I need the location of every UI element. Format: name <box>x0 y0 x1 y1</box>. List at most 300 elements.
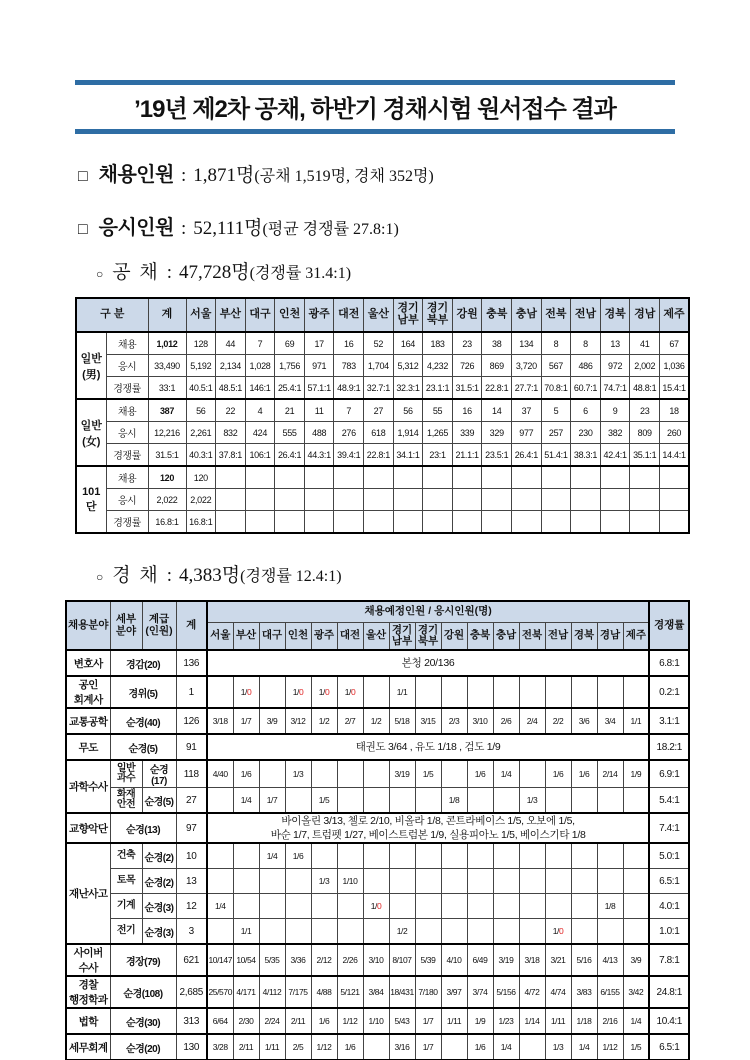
row-label: 경쟁률 <box>106 444 148 467</box>
cell: 7/175 <box>285 976 311 1008</box>
category-label: 경찰 행정학과 <box>66 976 110 1008</box>
header-region: 대전 <box>337 623 363 651</box>
cell: 48.8:1 <box>630 377 660 400</box>
special-recruitment-line <box>96 560 750 587</box>
cell: 555 <box>275 422 305 444</box>
cell: 1/9 <box>467 1008 493 1034</box>
cell: 1/7 <box>415 1008 441 1034</box>
colon: : <box>166 565 172 586</box>
row-group-label: 일반 (女) <box>76 399 106 466</box>
special-recruitment-note: (경쟁률 12.4:1) <box>240 568 342 585</box>
cell: 23.1:1 <box>423 377 453 400</box>
cell: 3,720 <box>512 355 542 377</box>
cell: 4,232 <box>423 355 453 377</box>
cell: 11 <box>304 399 334 422</box>
cell: 33:1 <box>148 377 186 400</box>
cell: 1/6 <box>545 760 571 788</box>
total-cell: 313 <box>176 1008 207 1034</box>
cell: 21.1:1 <box>452 444 482 467</box>
cell: 1/3 <box>545 1034 571 1060</box>
open-recruitment-label: 공 채 <box>112 262 160 283</box>
cell: 1/12 <box>337 1008 363 1034</box>
cell: 339 <box>452 422 482 444</box>
cell: 10/147 <box>207 944 233 976</box>
special-recruitment-value: 4,383명 <box>179 565 241 586</box>
table-row <box>76 422 689 444</box>
rank-cell: 순경(30) <box>110 1008 176 1034</box>
cell: 25/570 <box>207 976 233 1008</box>
header-region: 충남 <box>493 623 519 651</box>
cell: 57.1:1 <box>304 377 334 400</box>
cell: 382 <box>600 422 630 444</box>
red-zero-value: 0 <box>324 687 330 697</box>
merged-note-cell: 본청 20/136 <box>207 650 649 676</box>
cell: 1/7 <box>259 788 285 814</box>
cell: 1/1 <box>623 708 649 734</box>
cell <box>452 511 482 534</box>
cell <box>493 894 519 919</box>
cell: 5/39 <box>415 944 441 976</box>
header-region: 광주 <box>304 298 334 332</box>
cell: 3/6 <box>571 708 597 734</box>
cell: 1/3 <box>311 869 337 894</box>
cell <box>545 676 571 708</box>
cell <box>519 676 545 708</box>
cell: 1,012 <box>148 332 186 355</box>
cell: 128 <box>186 332 216 355</box>
header-region: 전남 <box>545 623 571 651</box>
cell: 16 <box>452 399 482 422</box>
cell <box>415 869 441 894</box>
header-region: 대구 <box>259 623 285 651</box>
colon: : <box>180 218 187 239</box>
cell: 23:1 <box>423 444 453 467</box>
rank-cell: 순경(2) <box>142 843 176 869</box>
red-zero-value: 0 <box>558 926 564 937</box>
cell: 8 <box>541 332 571 355</box>
cell: 37 <box>512 399 542 422</box>
cell: 4 <box>245 399 275 422</box>
cell <box>334 511 364 534</box>
cell: 3/42 <box>623 976 649 1008</box>
rank-cell: 순경(108) <box>110 976 176 1008</box>
cell: 2/4 <box>519 708 545 734</box>
subfield-label: 건축 <box>110 843 142 869</box>
cell: 5/35 <box>259 944 285 976</box>
header-rank: 계급 (인원) <box>142 601 176 650</box>
cell <box>571 843 597 869</box>
header-region: 인천 <box>285 623 311 651</box>
colon: : <box>166 262 172 283</box>
cell: 56 <box>393 399 423 422</box>
table-row <box>66 708 689 734</box>
header-region: 경남 <box>630 298 660 332</box>
cell: 3/28 <box>207 1034 233 1060</box>
cell: 424 <box>245 422 275 444</box>
cell: 1/18 <box>571 1008 597 1034</box>
cell <box>660 489 690 511</box>
rank-cell: 순경(5) <box>142 788 176 814</box>
cell <box>630 489 660 511</box>
table-row <box>66 869 689 894</box>
cell <box>259 760 285 788</box>
header-region: 경기 북부 <box>415 623 441 651</box>
cell <box>304 489 334 511</box>
cell <box>545 843 571 869</box>
colon: : <box>180 165 187 186</box>
cell <box>207 843 233 869</box>
cell: 1/0 <box>311 676 337 708</box>
header-region: 경북 <box>571 623 597 651</box>
cell <box>597 788 623 814</box>
rank-cell: 경감(20) <box>110 650 176 676</box>
cell: 9 <box>600 399 630 422</box>
cell <box>571 919 597 945</box>
cell <box>545 788 571 814</box>
cell: 38 <box>482 332 512 355</box>
cell: 26.4:1 <box>275 444 305 467</box>
header-region: 경기 남부 <box>389 623 415 651</box>
cell: 1/3 <box>519 788 545 814</box>
cell <box>311 919 337 945</box>
cell: 3/18 <box>519 944 545 976</box>
cell: 44.3:1 <box>304 444 334 467</box>
cell <box>337 760 363 788</box>
cell <box>393 466 423 489</box>
ratio-cell: 6.5:1 <box>649 869 689 894</box>
cell <box>363 760 389 788</box>
header-region: 제주 <box>660 298 690 332</box>
cell: 60.7:1 <box>571 377 601 400</box>
cell <box>337 919 363 945</box>
total-cell: 2,685 <box>176 976 207 1008</box>
cell <box>441 843 467 869</box>
cell <box>467 894 493 919</box>
red-zero-value: 0 <box>246 687 252 697</box>
cell <box>389 843 415 869</box>
cell: 5 <box>541 399 571 422</box>
cell: 18/431 <box>389 976 415 1008</box>
cell: 3/4 <box>597 708 623 734</box>
cell <box>389 894 415 919</box>
cell: 183 <box>423 332 453 355</box>
cell: 4/74 <box>545 976 571 1008</box>
cell: 2,022 <box>148 489 186 511</box>
cell: 2/7 <box>337 708 363 734</box>
total-cell: 13 <box>176 869 207 894</box>
cell: 1/6 <box>311 1008 337 1034</box>
cell <box>600 466 630 489</box>
cell: 2/30 <box>233 1008 259 1034</box>
cell: 1/6 <box>571 760 597 788</box>
recruit-count-value: 1,871명 <box>193 165 255 186</box>
rank-cell: 순경(3) <box>142 894 176 919</box>
table-row <box>76 511 689 534</box>
ratio-cell: 6.9:1 <box>649 760 689 788</box>
cell: 329 <box>482 422 512 444</box>
header-region: 경기 북부 <box>423 298 453 332</box>
applicant-count-label: 응시인원 <box>98 217 174 239</box>
total-cell: 130 <box>176 1034 207 1060</box>
table-row <box>66 788 689 814</box>
cell <box>597 676 623 708</box>
cell: 3/83 <box>571 976 597 1008</box>
open-recruitment-note: (경쟁률 31.4:1) <box>249 265 352 282</box>
cell <box>207 788 233 814</box>
cell <box>441 760 467 788</box>
header-region: 경기 남부 <box>393 298 423 332</box>
cell: 146:1 <box>245 377 275 400</box>
table-row <box>66 650 689 676</box>
total-cell: 136 <box>176 650 207 676</box>
cell: 16.8:1 <box>186 511 216 534</box>
cell <box>389 869 415 894</box>
header-region: 인천 <box>275 298 305 332</box>
cell: 6/49 <box>467 944 493 976</box>
cell: 23.5:1 <box>482 444 512 467</box>
cell <box>467 676 493 708</box>
cell <box>389 788 415 814</box>
cell: 13 <box>600 332 630 355</box>
header-total: 계 <box>148 298 186 332</box>
cell: 51.4:1 <box>541 444 571 467</box>
cell: 3/36 <box>285 944 311 976</box>
header-region: 부산 <box>216 298 246 332</box>
table-row <box>76 399 689 422</box>
cell: 27.7:1 <box>512 377 542 400</box>
table-row <box>66 919 689 945</box>
cell: 3/10 <box>363 944 389 976</box>
row-label: 경쟁률 <box>106 511 148 534</box>
title-banner <box>75 80 675 134</box>
open-recruitment-line <box>96 257 750 284</box>
cell <box>571 788 597 814</box>
special-recruitment-table <box>65 600 690 1060</box>
cell <box>393 489 423 511</box>
cell <box>364 511 394 534</box>
cell: 33,490 <box>148 355 186 377</box>
cell: 726 <box>452 355 482 377</box>
rank-cell: 순경(5) <box>110 734 176 760</box>
cell: 1,028 <box>245 355 275 377</box>
cell <box>600 489 630 511</box>
cell: 22 <box>216 399 246 422</box>
cell <box>467 843 493 869</box>
header-region: 충북 <box>482 298 512 332</box>
row-label: 채용 <box>106 466 148 489</box>
category-label: 무도 <box>66 734 110 760</box>
cell <box>441 919 467 945</box>
cell <box>623 894 649 919</box>
cell <box>519 843 545 869</box>
subfield-label: 전기 <box>110 919 142 945</box>
cell: 2/26 <box>337 944 363 976</box>
cell: 230 <box>571 422 601 444</box>
cell: 2/24 <box>259 1008 285 1034</box>
cell <box>364 489 394 511</box>
cell: 1/4 <box>207 894 233 919</box>
cell <box>259 676 285 708</box>
cell <box>285 894 311 919</box>
cell: 1/1 <box>233 919 259 945</box>
table-row <box>66 944 689 976</box>
cell <box>541 511 571 534</box>
cell: 1/7 <box>415 1034 441 1060</box>
cell: 1,265 <box>423 422 453 444</box>
cell <box>597 919 623 945</box>
cell: 1,756 <box>275 355 305 377</box>
cell <box>364 466 394 489</box>
ratio-cell: 7.4:1 <box>649 813 689 843</box>
cell: 38.3:1 <box>571 444 601 467</box>
cell: 6/64 <box>207 1008 233 1034</box>
cell: 120 <box>186 466 216 489</box>
cell: 32.7:1 <box>364 377 394 400</box>
cell <box>233 843 259 869</box>
rank-cell: 경위(5) <box>110 676 176 708</box>
header-planned-vs-applicants: 채용예정인원 / 응시인원(명) <box>207 601 649 623</box>
header-category: 채용분야 <box>66 601 110 650</box>
table-row <box>66 734 689 760</box>
cell: 3/10 <box>467 708 493 734</box>
header-total: 계 <box>176 601 207 650</box>
special-recruitment-label: 경 채 <box>112 565 160 586</box>
cell <box>597 869 623 894</box>
cell <box>519 919 545 945</box>
table-header-row <box>76 298 689 332</box>
table-row <box>76 377 689 400</box>
cell: 1,704 <box>364 355 394 377</box>
cell <box>207 676 233 708</box>
cell: 120 <box>148 466 186 489</box>
cell: 31.5:1 <box>452 377 482 400</box>
cell: 2/14 <box>597 760 623 788</box>
cell: 70.8:1 <box>541 377 571 400</box>
category-label: 교통공학 <box>66 708 110 734</box>
ratio-cell: 1.0:1 <box>649 919 689 945</box>
cell: 3/9 <box>623 944 649 976</box>
cell: 7/180 <box>415 976 441 1008</box>
open-recruitment-value: 47,728명 <box>179 262 250 283</box>
cell: 56 <box>186 399 216 422</box>
cell <box>512 511 542 534</box>
cell: 5/16 <box>571 944 597 976</box>
cell: 1/12 <box>311 1034 337 1060</box>
cell: 972 <box>600 355 630 377</box>
cell: 971 <box>304 355 334 377</box>
header-region: 전북 <box>519 623 545 651</box>
cell: 3/84 <box>363 976 389 1008</box>
header-region: 울산 <box>363 623 389 651</box>
cell: 260 <box>660 422 690 444</box>
cell <box>571 676 597 708</box>
cell <box>519 869 545 894</box>
cell: 1/23 <box>493 1008 519 1034</box>
cell: 17 <box>304 332 334 355</box>
cell <box>285 919 311 945</box>
cell: 257 <box>541 422 571 444</box>
cell: 2,022 <box>186 489 216 511</box>
cell: 1/10 <box>363 1008 389 1034</box>
cell: 4/13 <box>597 944 623 976</box>
cell <box>571 489 601 511</box>
cell: 1/4 <box>259 843 285 869</box>
cell: 2,134 <box>216 355 246 377</box>
cell <box>233 869 259 894</box>
table-header-row <box>66 601 689 623</box>
cell <box>452 466 482 489</box>
cell: 3/9 <box>259 708 285 734</box>
cell <box>630 466 660 489</box>
subfield-label: 일반 과수 <box>110 760 142 788</box>
circle-bullet-icon: ○ <box>96 267 104 281</box>
cell: 52 <box>364 332 394 355</box>
cell: 4/10 <box>441 944 467 976</box>
cell: 1/6 <box>467 760 493 788</box>
circle-bullet-icon: ○ <box>96 570 104 584</box>
cell: 488 <box>304 422 334 444</box>
cell <box>467 919 493 945</box>
cell: 3/19 <box>389 760 415 788</box>
cell <box>545 894 571 919</box>
header-region: 부산 <box>233 623 259 651</box>
table-row <box>66 976 689 1008</box>
cell: 3/15 <box>415 708 441 734</box>
cell: 1/5 <box>311 788 337 814</box>
ratio-cell: 3.1:1 <box>649 708 689 734</box>
cell: 44 <box>216 332 246 355</box>
cell <box>334 466 364 489</box>
cell <box>493 919 519 945</box>
ratio-cell: 18.2:1 <box>649 734 689 760</box>
cell: 5/43 <box>389 1008 415 1034</box>
cell <box>493 788 519 814</box>
cell: 5/156 <box>493 976 519 1008</box>
cell <box>493 869 519 894</box>
rank-cell: 순경(13) <box>110 813 176 843</box>
merged-note-cell: 태권도 3/64 , 유도 1/18 , 검도 1/9 <box>207 734 649 760</box>
cell: 31.5:1 <box>148 444 186 467</box>
category-label: 사이버 수사 <box>66 944 110 976</box>
cell: 3/21 <box>545 944 571 976</box>
cell: 7 <box>245 332 275 355</box>
total-cell: 10 <box>176 843 207 869</box>
cell: 34.1:1 <box>393 444 423 467</box>
cell <box>207 919 233 945</box>
cell <box>441 676 467 708</box>
cell: 1/3 <box>285 760 311 788</box>
cell: 4/72 <box>519 976 545 1008</box>
total-cell: 12 <box>176 894 207 919</box>
subfield-label: 기계 <box>110 894 142 919</box>
cell: 1/4 <box>623 1008 649 1034</box>
cell <box>467 788 493 814</box>
cell: 18 <box>660 399 690 422</box>
cell <box>337 894 363 919</box>
cell <box>541 466 571 489</box>
cell: 1/8 <box>597 894 623 919</box>
red-zero-value: 0 <box>298 687 304 697</box>
cell: 783 <box>334 355 364 377</box>
cell: 2/12 <box>311 944 337 976</box>
ratio-cell: 24.8:1 <box>649 976 689 1008</box>
total-cell: 126 <box>176 708 207 734</box>
cell <box>482 466 512 489</box>
cell: 26.4:1 <box>512 444 542 467</box>
row-group-label: 일반 (男) <box>76 332 106 399</box>
cell: 39.4:1 <box>334 444 364 467</box>
cell <box>623 788 649 814</box>
